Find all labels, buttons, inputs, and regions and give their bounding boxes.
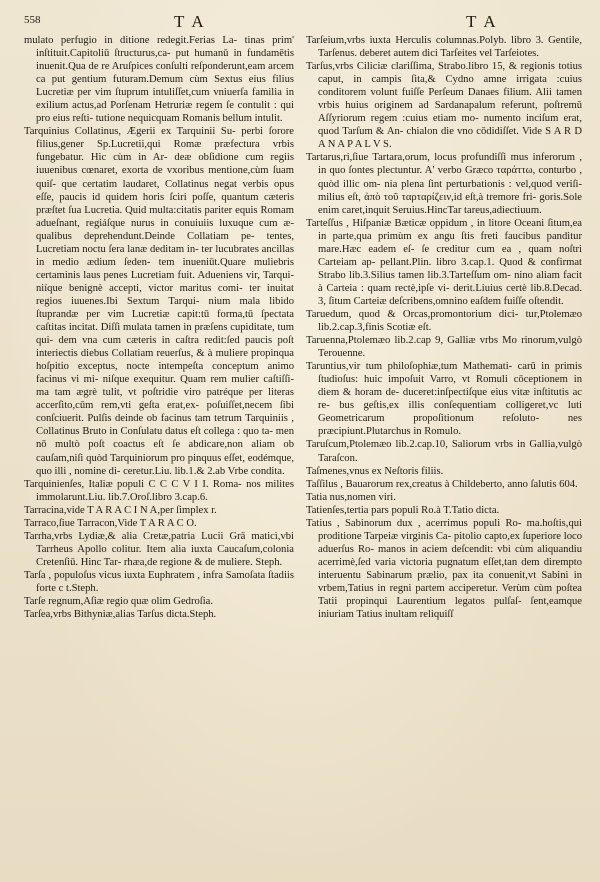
entry-tartessus: Tarteſſus , Hiſpaniæ Bæticæ oppidum , in litore Oceani ſitum,ea in parte,qua primùm ex angu ſtis freti faucibus panditur mare.Hæc eadem eſ‑ ſe creditur cum ea , quam noſtri Carteiam ap‑ pellant.Plin. libro 3.cap.1. Quod & confirmat Strabo lib.3.Silius tamen lib.3.Tarteſſum om‑ nino aliam facit à Carteia : quam rectè,ipſe vi‑ derit.Liuius certè lib.8.Decad. 3, ſitum Carteiæ deſcribens,omnino eaſdem fuiſſe oſtendit. [306,217,582,307]
entry-tarquinius-continued: mulato perfugio in ditione redegit.Ferias La‑ tinas prim' inſtituit.Capitoliū ſtructurus,ca‑ put humanū in fundamētis inuenit.Qua de re Aruſpices conſulti reſponderunt,eam arcem ca put gentium futuram.Demum cùm Sextus eius filius Lucretiæ per vim ſtuprum intuliſſet,cum vniuerſa familia in exilium actus,ad Porſenam Hetruriæ regem ſe contulit : qui pro eius reſti‑ tutione nequicquam Romanis bellum intulit. [24,35,294,125]
running-head-right: T A [466,12,498,31]
page-number: 558 [24,14,41,26]
entry-tatienses: Tatienſes,tertia pars populi Ro.à T.Tatio dicta. [306,504,500,516]
entry-tarrha: Tarrha,vrbs Lydiæ,& alia Cretæ,patria Lucii Grā maticì,vbi Tarrheus Apollo colitur. Item alia iuxta Caucaſum,colonia Cretenſiū. Hinc Tar‑ rhæa,de regione & de muliere. Steph. [24,530,294,568]
entry-taruntius: Taruntius,vir tum philoſophiæ,tum Mathemati‑ carū in primis ſtudioſus: huic impoſuit Varro, vt Romuli cōceptionem in diem & horam de‑ duceret:inſpectiſque eius vitæ inſtitutis ac re‑ bus geſtis,ex illis conſequentiam colligeret,vc luti Geometricarum propoſitionum reſoluto‑ nes præcipiunt.Plutarchus in Romulo. [306,361,582,438]
entry-tatius: Tatius , Sabinorum dux , acerrimus populi Ro‑ ma.hoſtis,qui proditione Tarpeiæ virginis Ca‑ pitolio capto,ex ſuperiore loco aduerſus Ro‑ manos in aciem deſcendit: vbi cùm aliquandiu acerrimè,ſed varia victoria pugnatum eſſet,tan dem dirempto interuentu Sabinarum prælio, pax ita conuenit,vt Sabini in vrbem,Tatius in regni partem acciperetur. Verùm cùm poſtea Tatii propinqui Laurentium legatos pulſaſ‑ ſent,eamque iniuriam Tatius inultam reliquiſſ [306,517,582,621]
entry-tarseium: Tarſeium,vrbs iuxta Herculis columnas.Polyb. libro 3. Gentile, Tarſenus. deberet autem dici Tarſeites vel Tarſeiotes. [306,35,582,60]
entry-taruscum: Taruſcum,Ptolemæo lib.2.cap.10, Saliorum vrbs in Gallia,vulgò Taraſcon. [306,439,582,464]
entry-tarsa: Tarſa , populoſus vicus iuxta Euphratem , infra Samoſata ſtadiis forte c t.Steph. [24,569,294,594]
entry-taruedum: Taruedum, quod & Orcas,promontorium dici‑ tur,Ptolemæo lib.2.cap.3,finis Scotiæ eſt. [306,308,582,334]
right-column [306,34,582,621]
entry-tarraco: Tarraco,ſiue Tarracon,Vide T A R A C O. [24,517,197,529]
entry-tarsea: Tarſea,vrbs Bithyniæ,alias Tarſus dicta.Steph. [24,609,217,621]
entry-tarsus: Tarſus,vrbs Ciliciæ clariſſima, Strabo.libro 15, & regionis totius caput, in campis ſita,& Cydno amne irrigata :cuius conditorem volunt fuiſſe Perſeum Danaes filium. Alii tamen vrbis huius originem ad Sardanapalum referunt, poſtremū Aſſyriorum regem :cuius etiam mo‑ numento inciſum erat, quod Tarſum & An‑ chialon die vno cōdidiſſet. Vide S A R D A N A P A L V S. [306,61,582,151]
entry-tasmenes: Taſmenes,vnus ex Neſtoris filiis. [306,465,444,477]
entry-tarracina: Tarracina,vide T A R A C I N A,per ſimplex r. [24,504,217,516]
entry-taruenna: Taruenna,Ptolemæo lib.2.cap 9, Galliæ vrbs Mo rinorum,vulgò Terouenne. [306,335,582,360]
left-column [24,34,294,621]
entry-tassilus: Taſſilus , Bauarorum rex,creatus à Childeberto, anno ſalutis 604. [306,478,578,490]
entry-tarquinius-collatinus: Tarquinius Collatinus, Ægerii ex Tarquinii Su‑ perbi ſorore filius,gener Sp.Lucretii,qui Romæ præfectura vrbis fungebatur. Hic cùm in Ar‑ deæ obſidione cum regiis iuuenibus cœnaret, exorta de vxoribus mentione,cùm ſuam quiſ‑ que certatim laudaret, Collatinus negat verbis opus eſſe, paucis id quidem horis ſciri poſſe, quantum cæteris præſtet ſua Lucretia. Quid multa:citatis pariter equis Romam adueſnant, regiáſque nurus in conuiuiis luxuque cum æ‑ qualibus deprehendunt.Deinde Collatiam pe‑ tentes, Lucretiam noctu ſera lanæ deditam in‑ ter lucubrates ancillas in medio ædium ſeden‑ tem inueniūt.Quare muliebris certaminis laus penes Lucretiam fuit. Adueniens vir, Tarqui‑ niíque benignè accepti, victor maritus comi‑ ter inuitat regios iuuenes.Ibi Sextum Tarqui‑ nium mala libido ſtuprandæ per vim Lucretiæ capit:tū forma,tū ſpectata caſtitas incitat. Diſſi mulata tamen in præſens cupiditate, tum qui‑ dem vna cum cæteris in caſtra redit:ſed paucis poſt interiectis diebus Collatiam reuerſus, & à muliere propinqua hoſpitio exceptus, nocte intempeſta conceptum animo facinus vi mi‑ niſque exequitur. Quam rem mulier caſtiſſi‑ ma tam ægrè tulit, vt poſtridie viro patréque per literas accerſito,cūm rem,vti geſta erat,ex‑ poſuiſſet,necem ſibi conſciuerit. Pulſis deinde ob facinus tam tetrum Tarquiniis , Collatinus Bruto in Conſulatu datus eſt collega : quo ta‑ men nō multò poſt coactus eſt ſe abdicare,non aliam ob cauſam,niſi quòd Tarquiniorum pro pinquus eſſet, eodémque, quo illi , nomine di‑ ceretur.Liu. lib.1.& 2.ab Vrbe condita. [24,126,294,477]
running-head-left: T A [174,12,206,31]
entry-tartarus: Tartarus,ri,ſiue Tartara,orum, locus profundiſſi mus inferorum , in quo ſontes plectuntur. A' verbo Græco ταράττω, conturbo , quòd illic om‑ nia plena ſint perturbationis : vel,quod veriſi‑ milius eſt, ἀπὸ τοῦ ταρταρίζειν,id eſt,à tremore fri‑ goris.Sole enim caret,inquit Seruius.HincTar tareus,adiectiuum. [306,152,582,216]
page-header [14,12,586,34]
entry-tarquinienses: Tarquinienſes, Italiæ populi C C C V I I. Roma‑ nos milites immolarunt.Liu. lib.7.Oroſ.libro 3.cap.6. [24,478,294,503]
entry-tarse-regnum: Tarſe regnum,Aſiæ regio quæ olim Gedroſia. [24,596,214,608]
entry-tatianus: Tatia nus,nomen viri. [306,491,396,503]
